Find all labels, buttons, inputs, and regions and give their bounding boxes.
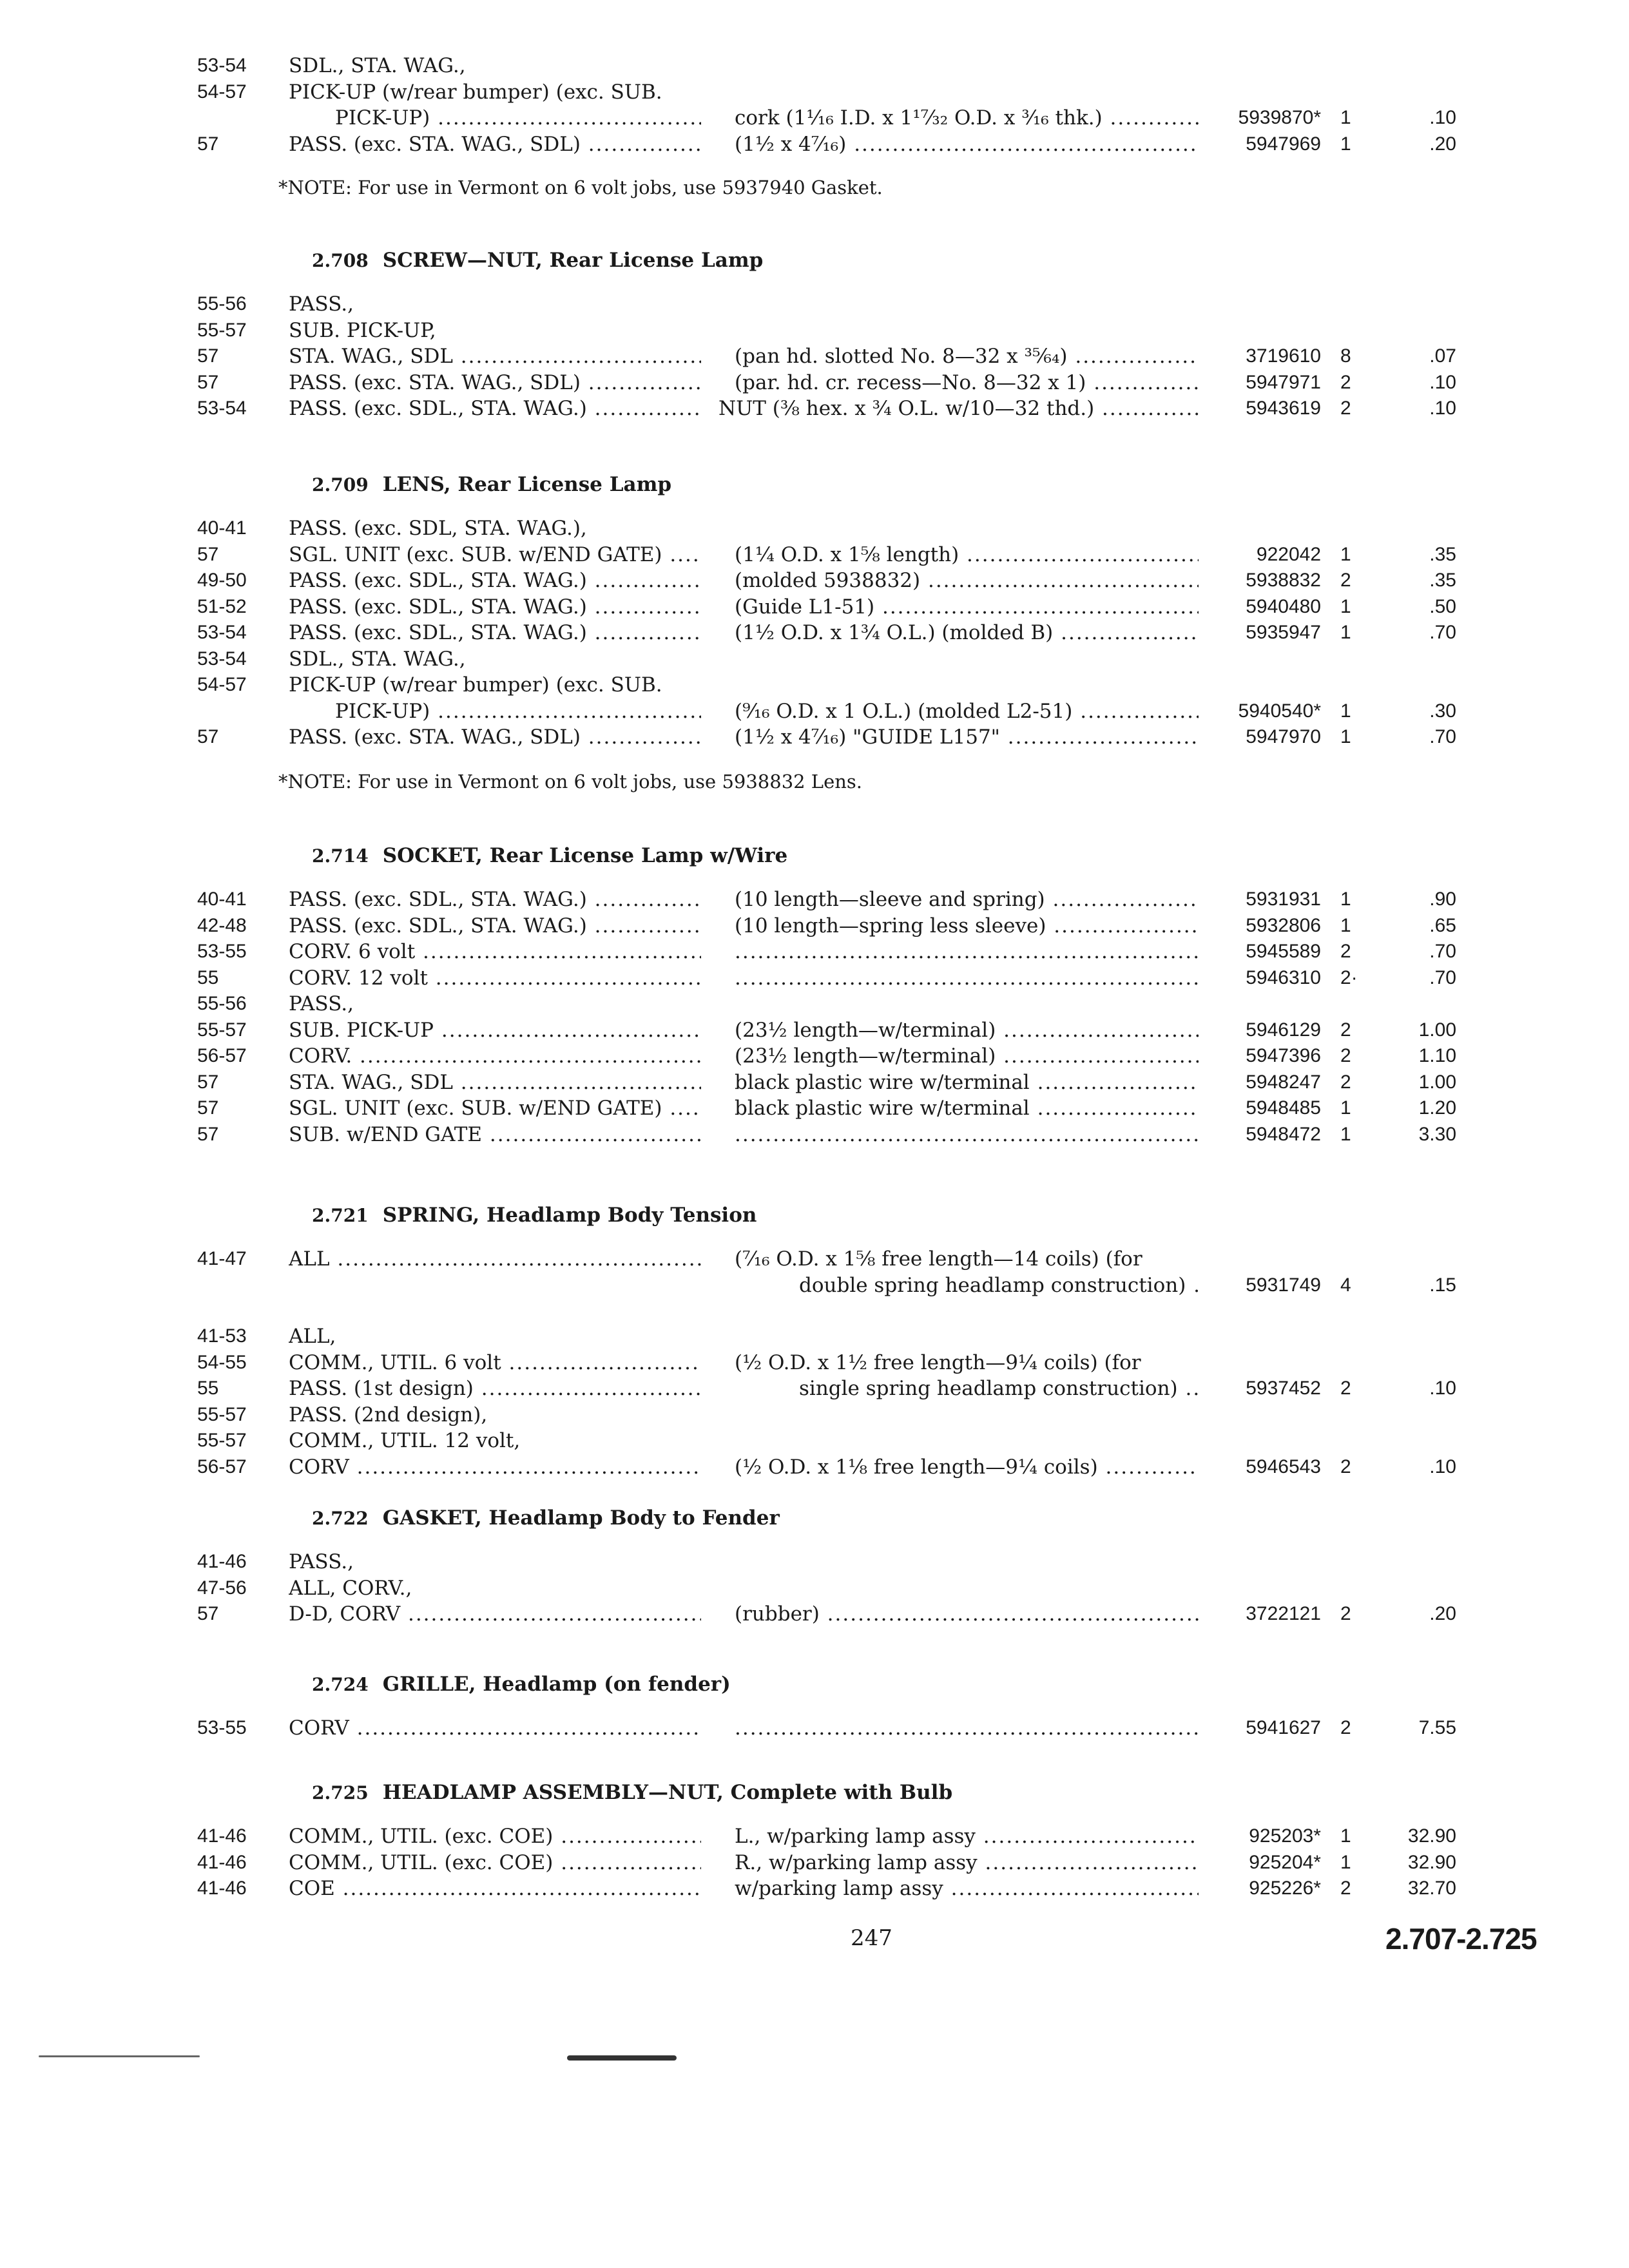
price-cell: .35 [1429, 543, 1456, 565]
section-block [0, 887, 1629, 1148]
part-number-cell: 5946310 [1246, 966, 1321, 988]
description-cell: PASS. (exc. SDL, STA. WAG.), [289, 517, 587, 540]
description-cell: STA. WAG., SDL ..... [289, 343, 701, 370]
spec-cell: (23½ length—w/terminal) ..... [735, 1043, 1199, 1070]
description-cell: PASS. (1st design) ..... [289, 1376, 701, 1402]
description-cell: SDL., STA. WAG., [289, 54, 466, 77]
year-cell: 41-47 [197, 1248, 247, 1269]
spec-cell [735, 1715, 1199, 1742]
year-cell: 55-56 [197, 293, 247, 314]
part-number-cell: 5940540* [1238, 700, 1321, 722]
table-row [0, 79, 1629, 106]
qty-cell: 2 [1340, 1717, 1351, 1738]
part-number-cell: 5931931 [1246, 889, 1321, 910]
section-block [0, 1323, 1629, 1480]
qty-cell: 1 [1340, 107, 1351, 128]
table-row [0, 991, 1629, 1017]
table-row [0, 396, 1629, 422]
scan-artifact [39, 2055, 200, 2057]
section-number: 2.724 [312, 1674, 369, 1695]
year-cell: 55-56 [197, 993, 247, 1014]
description-cell: COMM., UTIL. 6 volt ..... [289, 1350, 701, 1376]
price-cell: .07 [1429, 345, 1456, 367]
description-cell: SUB. PICK-UP ..... [289, 1017, 701, 1044]
year-cell: 55-57 [197, 319, 247, 341]
spec-cell: (pan hd. slotted No. 8—32 x ³⁵⁄₆₄) ..... [735, 343, 1199, 370]
section-heading [312, 1204, 757, 1227]
spec-cell: single spring headlamp construction) ..... [799, 1376, 1199, 1402]
spec-cell: NUT (⅜ hex. x ¾ O.L. w/10—32 thd.) ..... [718, 396, 1199, 422]
part-number-cell: 5946129 [1246, 1019, 1321, 1041]
footnote: *NOTE: For use in Vermont on 6 volt jobs, use 5938832 Lens. [278, 771, 863, 793]
table-row [0, 1043, 1629, 1070]
description-cell: SGL. UNIT (exc. SUB. w/END GATE) ..... [289, 542, 701, 568]
spec-cell: black plastic wire w/terminal ..... [735, 1070, 1199, 1096]
description-cell: PASS. (exc. STA. WAG., SDL) ..... [289, 131, 701, 158]
price-cell: .20 [1429, 1603, 1456, 1624]
section-heading [312, 249, 763, 272]
description-cell: PICK-UP (w/rear bumper) (exc. SUB. [289, 80, 662, 104]
qty-cell: 2 [1340, 1045, 1351, 1066]
table-row [0, 370, 1629, 396]
description-cell: PASS., [289, 992, 354, 1015]
table-row [0, 939, 1629, 965]
qty-cell: 2 [1340, 398, 1351, 419]
year-cell: 54-55 [197, 1351, 247, 1373]
price-cell: 1.00 [1418, 1019, 1456, 1041]
description-cell: PASS. (exc. STA. WAG., SDL) ..... [289, 724, 701, 751]
qty-cell: 2 [1340, 1378, 1351, 1399]
qty-cell: 1 [1340, 889, 1351, 910]
price-cell: 3.30 [1418, 1123, 1456, 1145]
price-cell: .20 [1429, 133, 1456, 155]
year-cell: 55-57 [197, 1019, 247, 1041]
price-cell: .10 [1429, 1456, 1456, 1477]
qty-cell: 1 [1340, 726, 1351, 747]
table-row [0, 1095, 1629, 1122]
section-number: 2.722 [312, 1508, 369, 1529]
price-cell: .15 [1429, 1274, 1456, 1296]
spec-cell: (½ O.D. x 1½ free length—9¼ coils) (for [735, 1350, 1141, 1374]
table-row [0, 594, 1629, 620]
qty-cell: 2 [1340, 570, 1351, 591]
table-row [0, 1575, 1629, 1602]
spec-cell: (10 length—spring less sleeve) ..... [735, 913, 1199, 939]
table-row [0, 515, 1629, 542]
table-row [0, 965, 1629, 992]
year-cell: 53-55 [197, 941, 247, 962]
spec-cell: (molded 5938832) ..... [735, 568, 1199, 594]
section-title: SOCKET, Rear License Lamp w/Wire [382, 844, 788, 867]
price-cell: .70 [1429, 622, 1456, 643]
part-number-cell: 3722121 [1246, 1603, 1321, 1624]
spec-cell: (10 length—sleeve and spring) ..... [735, 887, 1199, 913]
table-row [0, 1402, 1629, 1428]
price-cell: 1.20 [1418, 1097, 1456, 1119]
part-number-cell: 5932806 [1246, 914, 1321, 936]
description-cell: PASS. (exc. SDL., STA. WAG.) ..... [289, 568, 701, 594]
price-cell: 7.55 [1418, 1717, 1456, 1738]
table-row [0, 1454, 1629, 1481]
spec-cell: L., w/parking lamp assy ..... [735, 1823, 1199, 1850]
spec-cell: (⁷⁄₁₆ O.D. x 1⅝ free length—14 coils) (for [735, 1247, 1142, 1271]
price-cell: .10 [1429, 1378, 1456, 1399]
table-row [0, 1876, 1629, 1902]
table-row [0, 1823, 1629, 1850]
description-cell: SGL. UNIT (exc. SUB. w/END GATE) ..... [289, 1095, 701, 1122]
year-cell: 57 [197, 133, 219, 155]
year-cell: 54-57 [197, 81, 247, 102]
qty-cell: 2 [1340, 1456, 1351, 1477]
spec-cell: (rubber) ..... [735, 1601, 1199, 1628]
section-number: 2.708 [312, 250, 369, 271]
description-cell: PASS. (exc. SDL., STA. WAG.) ..... [289, 396, 701, 422]
part-number-cell: 5940480 [1246, 595, 1321, 617]
part-number-cell: 925204* [1249, 1851, 1321, 1873]
description-cell: D-D, CORV ..... [289, 1601, 701, 1628]
spec-cell: (par. hd. cr. recess—No. 8—32 x 1) ..... [735, 370, 1199, 396]
description-cell: PASS., [289, 1550, 354, 1573]
table-row [0, 53, 1629, 79]
table-row [0, 291, 1629, 318]
year-cell: 57 [197, 1123, 219, 1145]
part-number-cell: 5941627 [1246, 1717, 1321, 1738]
table-row [0, 1273, 1629, 1299]
section-block [0, 291, 1629, 422]
year-cell: 57 [197, 1071, 219, 1093]
price-cell: 32.90 [1407, 1825, 1456, 1847]
part-number-cell: 5945589 [1246, 941, 1321, 962]
qty-cell: 1 [1340, 1825, 1351, 1847]
price-cell: .35 [1429, 570, 1456, 591]
section-heading [312, 473, 671, 496]
table-row [0, 1323, 1629, 1350]
year-cell: 49-50 [197, 570, 247, 591]
spec-cell [735, 965, 1199, 992]
section-number: 2.721 [312, 1205, 369, 1226]
table-row [0, 1017, 1629, 1044]
price-cell: .70 [1429, 941, 1456, 962]
part-number-cell: 3719610 [1246, 345, 1321, 367]
description-cell: COMM., UTIL. (exc. COE) ..... [289, 1850, 701, 1876]
footnote: *NOTE: For use in Vermont on 6 volt jobs, use 5937940 Gasket. [278, 177, 883, 198]
part-number-cell: 5947396 [1246, 1045, 1321, 1066]
description-cell: COMM., UTIL. 12 volt, [289, 1429, 521, 1452]
spec-cell [735, 1122, 1199, 1148]
table-row [0, 131, 1629, 158]
year-cell: 53-54 [197, 398, 247, 419]
part-number-cell: 5947970 [1246, 726, 1321, 747]
table-row [0, 698, 1629, 725]
year-cell: 56-57 [197, 1456, 247, 1477]
description-cell: STA. WAG., SDL ..... [289, 1070, 701, 1096]
section-block [0, 1246, 1629, 1298]
table-row [0, 1246, 1629, 1273]
part-number-cell: 5948485 [1246, 1097, 1321, 1119]
section-number: 2.709 [312, 474, 369, 495]
spec-cell: R., w/parking lamp assy ..... [735, 1850, 1199, 1876]
qty-cell: 2 [1340, 371, 1351, 393]
spec-cell: (⁹⁄₁₆ O.D. x 1 O.L.) (molded L2-51) ..... [735, 698, 1199, 725]
table-row [0, 887, 1629, 913]
price-cell: .10 [1429, 371, 1456, 393]
section-title: GRILLE, Headlamp (on fender) [382, 1673, 731, 1696]
section-block [0, 1823, 1629, 1902]
part-number-cell: 5948247 [1246, 1071, 1321, 1093]
qty-cell: 4 [1340, 1274, 1351, 1296]
description-cell: PICK-UP (w/rear bumper) (exc. SUB. [289, 673, 662, 697]
price-cell: .70 [1429, 726, 1456, 747]
year-cell: 41-53 [197, 1325, 247, 1347]
section-heading [312, 844, 787, 867]
year-cell: 53-54 [197, 622, 247, 643]
qty-cell: 2· [1340, 966, 1358, 988]
year-cell: 40-41 [197, 889, 247, 910]
qty-cell: 1 [1340, 133, 1351, 155]
qty-cell: 1 [1340, 700, 1351, 722]
description-cell: PASS. (exc. STA. WAG., SDL) ..... [289, 370, 701, 396]
table-row [0, 1376, 1629, 1402]
description-cell: PASS., [289, 293, 354, 316]
price-cell: .50 [1429, 595, 1456, 617]
part-number-cell: 5935947 [1246, 622, 1321, 643]
spec-cell: black plastic wire w/terminal ..... [735, 1095, 1199, 1122]
spec-cell: w/parking lamp assy ..... [735, 1876, 1199, 1902]
description-cell: PICK-UP) ..... [335, 698, 701, 725]
description-cell: COMM., UTIL. (exc. COE) ..... [289, 1823, 701, 1850]
qty-cell: 2 [1340, 1878, 1351, 1899]
description-cell: SUB. PICK-UP, [289, 318, 436, 342]
section-number: 2.714 [312, 845, 369, 867]
description-cell: PASS. (2nd design), [289, 1403, 488, 1427]
spec-cell: double spring headlamp construction) ..... [799, 1273, 1199, 1299]
table-row [0, 105, 1629, 131]
year-cell: 47-56 [197, 1577, 247, 1599]
description-cell: PASS. (exc. SDL., STA. WAG.) ..... [289, 887, 701, 913]
year-cell: 57 [197, 345, 219, 367]
year-cell: 41-46 [197, 1551, 247, 1572]
price-cell: .30 [1429, 700, 1456, 722]
part-number-cell: 5938832 [1246, 570, 1321, 591]
description-cell: CORV. 6 volt ..... [289, 939, 701, 965]
description-cell: ALL, [289, 1325, 336, 1348]
page-number: 247 [851, 1925, 892, 1951]
price-cell: .10 [1429, 107, 1456, 128]
year-cell: 57 [197, 1603, 219, 1624]
description-cell: SUB. w/END GATE ..... [289, 1122, 701, 1148]
table-row [0, 343, 1629, 370]
table-row [0, 1428, 1629, 1454]
part-number-cell: 5937452 [1246, 1378, 1321, 1399]
spec-cell: (1½ x 4⁷⁄₁₆) ..... [735, 131, 1199, 158]
section-heading [312, 1781, 952, 1804]
section-block [0, 1715, 1629, 1742]
price-cell: .90 [1429, 889, 1456, 910]
part-number-cell: 5946543 [1246, 1456, 1321, 1477]
year-cell: 51-52 [197, 595, 247, 617]
section-range: 2.707-2.725 [1385, 1922, 1537, 1956]
table-row [0, 620, 1629, 646]
price-cell: .70 [1429, 966, 1456, 988]
spec-cell: (1¼ O.D. x 1⅝ length) ..... [735, 542, 1199, 568]
spec-cell: (23½ length—w/terminal) ..... [735, 1017, 1199, 1044]
year-cell: 54-57 [197, 674, 247, 695]
description-cell: SDL., STA. WAG., [289, 647, 466, 671]
price-cell: .65 [1429, 914, 1456, 936]
table-row [0, 913, 1629, 939]
spec-cell: (1½ O.D. x 1¾ O.L.) (molded B) ..... [735, 620, 1199, 646]
description-cell: CORV ..... [289, 1454, 701, 1481]
description-cell: PASS. (exc. SDL., STA. WAG.) ..... [289, 620, 701, 646]
part-number-cell: 922042 [1256, 543, 1321, 565]
year-cell: 57 [197, 371, 219, 393]
qty-cell: 2 [1340, 941, 1351, 962]
year-cell: 55 [197, 966, 219, 988]
section-heading [312, 1506, 780, 1530]
qty-cell: 1 [1340, 622, 1351, 643]
year-cell: 55-57 [197, 1430, 247, 1451]
section-title: GASKET, Headlamp Body to Fender [382, 1506, 780, 1530]
part-number-cell: 5947971 [1246, 371, 1321, 393]
part-number-cell: 5948472 [1246, 1123, 1321, 1145]
part-number-cell: 5939870* [1238, 107, 1321, 128]
section-number: 2.725 [312, 1782, 369, 1803]
table-row [0, 1549, 1629, 1575]
qty-cell: 1 [1340, 914, 1351, 936]
price-cell: 32.70 [1407, 1878, 1456, 1899]
spec-cell [735, 939, 1199, 965]
price-cell: .10 [1429, 398, 1456, 419]
continuation-block [0, 53, 1629, 157]
table-row [0, 1715, 1629, 1742]
spec-cell: (1½ x 4⁷⁄₁₆) "GUIDE L157" ..... [735, 724, 1199, 751]
year-cell: 41-46 [197, 1825, 247, 1847]
year-cell: 57 [197, 543, 219, 565]
table-row [0, 1350, 1629, 1376]
price-cell: 32.90 [1407, 1851, 1456, 1873]
year-cell: 53-54 [197, 55, 247, 76]
table-row [0, 1601, 1629, 1628]
description-cell: ALL ..... [289, 1246, 701, 1273]
description-cell: COE ..... [289, 1876, 701, 1902]
year-cell: 53-54 [197, 648, 247, 669]
table-row [0, 568, 1629, 594]
table-row [0, 1850, 1629, 1876]
year-cell: 57 [197, 726, 219, 747]
part-number-cell: 925226* [1249, 1878, 1321, 1899]
description-cell: CORV. ..... [289, 1043, 701, 1070]
year-cell: 40-41 [197, 517, 247, 539]
description-cell: CORV ..... [289, 1715, 701, 1742]
part-number-cell: 5947969 [1246, 133, 1321, 155]
year-cell: 53-55 [197, 1717, 247, 1738]
year-cell: 42-48 [197, 914, 247, 936]
qty-cell: 1 [1340, 1851, 1351, 1873]
year-cell: 57 [197, 1097, 219, 1119]
year-cell: 41-46 [197, 1878, 247, 1899]
qty-cell: 8 [1340, 345, 1351, 367]
section-title: SCREW—NUT, Rear License Lamp [382, 249, 764, 272]
table-row [0, 672, 1629, 698]
qty-cell: 1 [1340, 1123, 1351, 1145]
section-title: HEADLAMP ASSEMBLY—NUT, Complete with Bulb [382, 1781, 953, 1804]
section-block [0, 1549, 1629, 1628]
table-row [0, 542, 1629, 568]
description-cell: PASS. (exc. SDL., STA. WAG.) ..... [289, 594, 701, 620]
section-title: LENS, Rear License Lamp [382, 473, 672, 496]
qty-cell: 2 [1340, 1019, 1351, 1041]
description-cell: CORV. 12 volt ..... [289, 965, 701, 992]
scan-artifact [567, 2055, 677, 2061]
table-row [0, 1122, 1629, 1148]
table-row [0, 1070, 1629, 1096]
part-number-cell: 5931749 [1246, 1274, 1321, 1296]
year-cell: 56-57 [197, 1045, 247, 1066]
spec-cell: cork (1¹⁄₁₆ I.D. x 1¹⁷⁄₃₂ O.D. x ³⁄₁₆ thk.) ..... [735, 105, 1199, 131]
description-cell: PICK-UP) ..... [335, 105, 701, 131]
price-cell: 1.00 [1418, 1071, 1456, 1093]
year-cell: 55 [197, 1378, 219, 1399]
year-cell: 55-57 [197, 1403, 247, 1425]
year-cell: 41-46 [197, 1851, 247, 1873]
table-row [0, 318, 1629, 344]
section-title: SPRING, Headlamp Body Tension [382, 1204, 757, 1227]
part-number-cell: 925203* [1249, 1825, 1321, 1847]
qty-cell: 2 [1340, 1603, 1351, 1624]
qty-cell: 1 [1340, 543, 1351, 565]
table-row [0, 724, 1629, 751]
description-cell: PASS. (exc. SDL., STA. WAG.) ..... [289, 913, 701, 939]
section-heading [312, 1673, 731, 1696]
spec-cell: (Guide L1-51) ..... [735, 594, 1199, 620]
qty-cell: 1 [1340, 1097, 1351, 1119]
description-cell: ALL, CORV., [289, 1576, 412, 1600]
spec-cell: (½ O.D. x 1⅛ free length—9¼ coils) ..... [735, 1454, 1199, 1481]
qty-cell: 2 [1340, 1071, 1351, 1093]
qty-cell: 1 [1340, 595, 1351, 617]
section-block [0, 515, 1629, 751]
part-number-cell: 5943619 [1246, 398, 1321, 419]
price-cell: 1.10 [1418, 1045, 1456, 1066]
table-row [0, 646, 1629, 673]
